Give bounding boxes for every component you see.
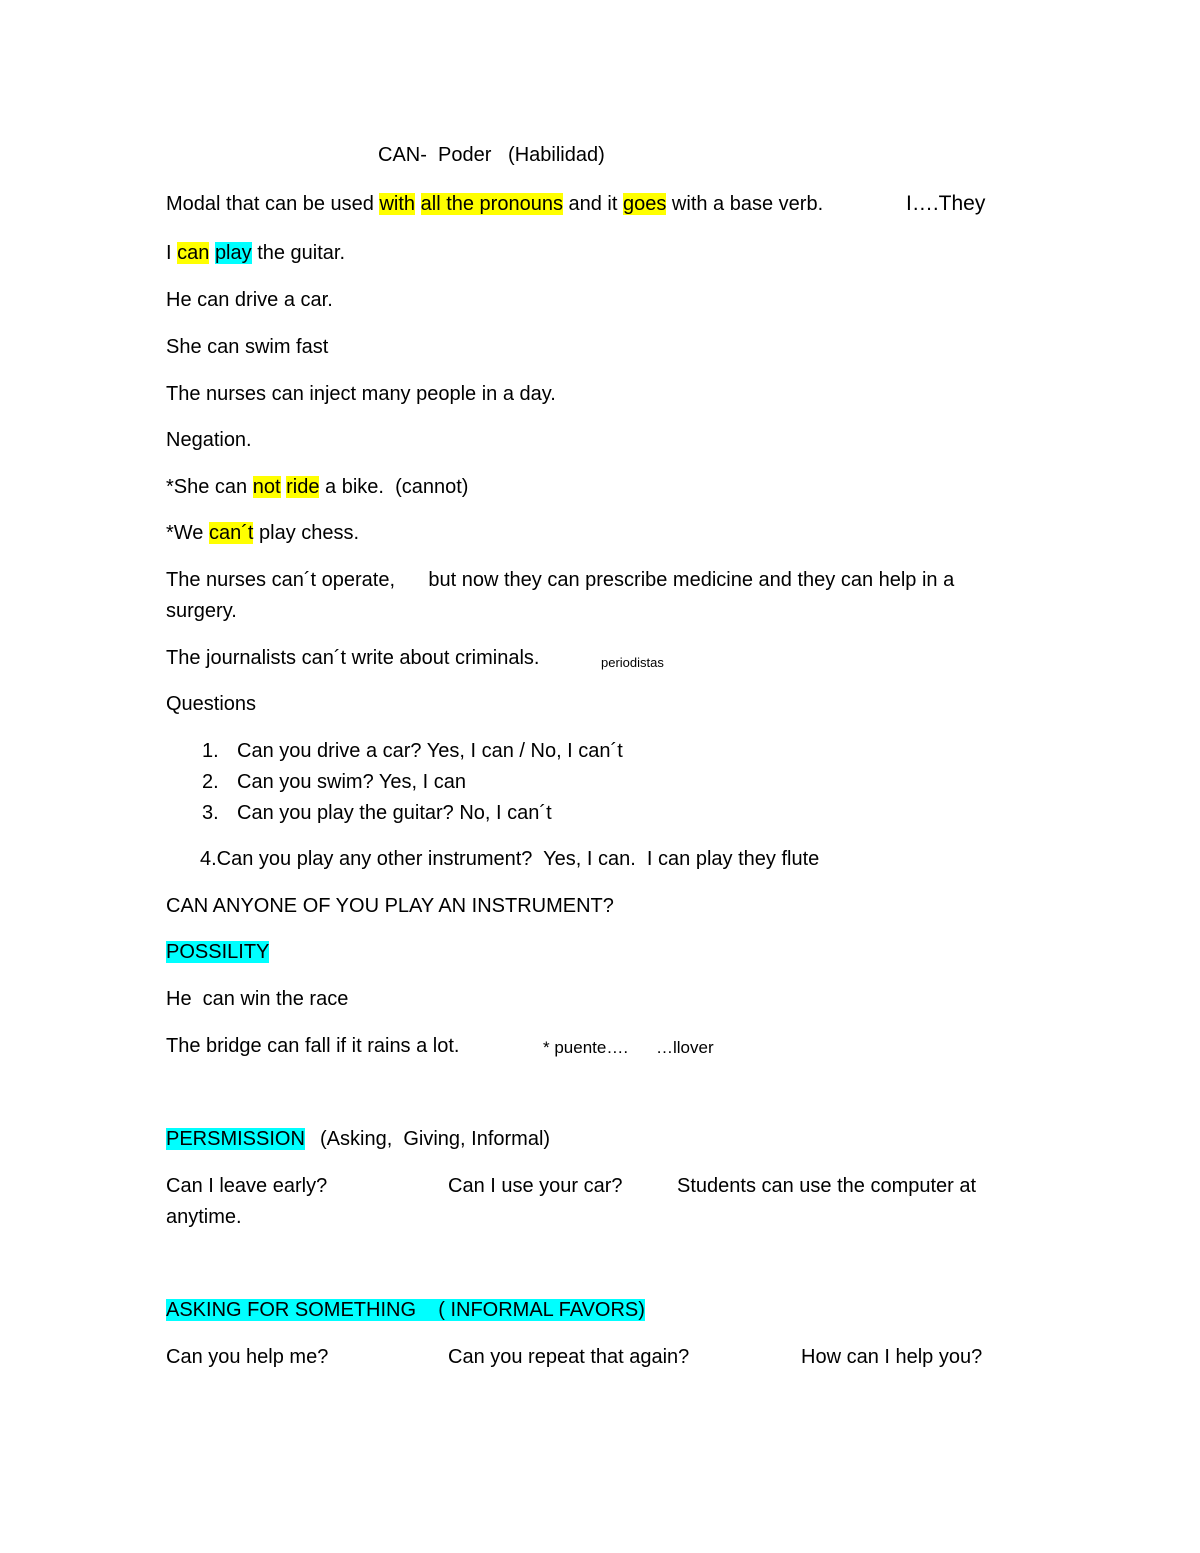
highlight-ride: ride: [286, 476, 320, 498]
permission-example-car: Can I use your car?: [448, 1175, 623, 1197]
highlight-asking-for-something: ASKING FOR SOMETHING ( INFORMAL FAVORS): [166, 1299, 645, 1321]
permission-example-computer-cont: anytime.: [166, 1206, 242, 1228]
note-periodistas: periodistas: [601, 655, 664, 670]
note-llover: …llover: [656, 1038, 714, 1057]
negation-heading: Negation.: [166, 429, 252, 451]
highlight-not: not: [252, 476, 281, 498]
question-text: Can you swim? Yes, I can: [237, 771, 467, 793]
questions-heading: Questions: [166, 693, 257, 715]
asking-heading: [166, 1298, 645, 1322]
text-run: the guitar.: [251, 242, 346, 264]
text-run: *We: [166, 522, 209, 544]
highlight-persmission: PERSMISSION: [166, 1128, 305, 1150]
permission-example-computer: Students can use the computer at: [677, 1175, 977, 1197]
permission-subtitle: (Asking, Giving, Informal): [320, 1128, 551, 1150]
example-drive-car: He can drive a car.: [166, 289, 333, 311]
text-run: Modal that can be used: [166, 193, 380, 215]
highlight-can: can: [177, 242, 210, 264]
can-anyone-question: CAN ANYONE OF YOU PLAY AN INSTRUMENT?: [166, 895, 614, 917]
text-run: *She can: [166, 476, 253, 498]
negation-example-chess: [166, 521, 359, 545]
pronoun-range: I….They: [906, 192, 986, 215]
negation-journalists: The journalists can´t write about criminals.: [166, 647, 540, 669]
example-play-guitar: [166, 241, 345, 265]
question-number: 3.: [202, 802, 219, 824]
text-run: [415, 193, 421, 215]
note-puente: * puente….: [543, 1038, 629, 1057]
question-text: Can you play the guitar? No, I can´t: [237, 802, 552, 824]
question-number: 2.: [202, 771, 219, 793]
modal-line: [166, 192, 823, 216]
question-4: 4.Can you play any other instrument? Yes, I can. I can play they flute: [200, 848, 820, 870]
text-run: and it: [562, 193, 623, 215]
text-run: with a base verb.: [666, 193, 824, 215]
permission-heading: [166, 1127, 305, 1151]
asking-example-repeat: Can you repeat that again?: [448, 1346, 690, 1368]
permission-example-leave: Can I leave early?: [166, 1175, 328, 1197]
highlight-cant: can´t: [208, 522, 254, 544]
page-title: CAN- Poder (Habilidad): [378, 144, 605, 166]
example-nurses: The nurses can inject many people in a day.: [166, 383, 556, 405]
highlight-with: with: [379, 193, 416, 215]
highlight-play: play: [214, 242, 252, 264]
question-text: Can you drive a car? Yes, I can / No, I can´t: [237, 740, 623, 762]
asking-example-how: How can I help you?: [801, 1346, 983, 1368]
asking-example-help: Can you help me?: [166, 1346, 329, 1368]
negation-nurses-line1: The nurses can´t operate, but now they can prescribe medicine and they can help in a: [166, 569, 955, 591]
negation-example-bike: [166, 475, 468, 499]
highlight-possility: POSSILITY: [166, 941, 270, 963]
text-run: a bike. (cannot): [319, 476, 469, 498]
question-number: 1.: [202, 740, 219, 762]
negation-nurses-line2: surgery.: [166, 600, 237, 622]
highlight-goes: goes: [623, 193, 667, 215]
text-run: I: [166, 242, 178, 264]
text-run: play chess.: [253, 522, 360, 544]
possibility-heading: [166, 940, 269, 964]
example-swim: She can swim fast: [166, 336, 329, 358]
highlight-all-the-pronouns: all the pronouns: [420, 193, 563, 215]
possibility-example-race: He can win the race: [166, 988, 349, 1010]
possibility-example-bridge: The bridge can fall if it rains a lot.: [166, 1035, 460, 1057]
